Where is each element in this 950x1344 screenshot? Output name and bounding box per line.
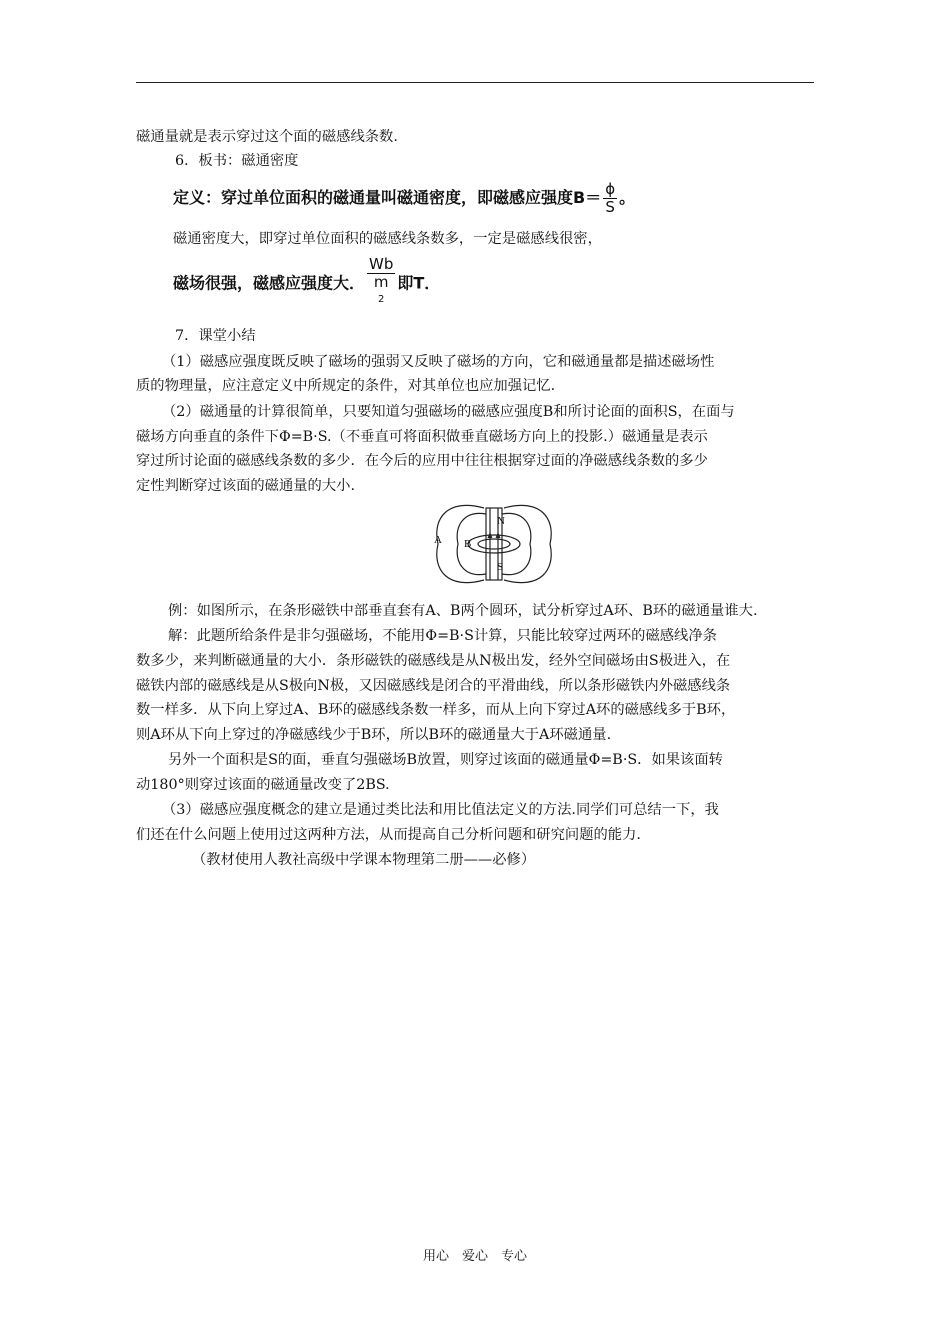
definition-line bbox=[173, 181, 635, 216]
magnet-rings-figure bbox=[428, 498, 560, 590]
section-heading: 6．板书：磁通密度 bbox=[175, 153, 299, 169]
fraction-numerator: ϕ bbox=[605, 180, 616, 198]
fraction-denominator: S bbox=[605, 198, 615, 216]
label-b: B bbox=[464, 538, 472, 550]
field-line bbox=[502, 513, 531, 574]
unit-text: 磁场很强，磁感应强度大． bbox=[173, 273, 366, 293]
label-a: A bbox=[434, 534, 442, 546]
field-line bbox=[457, 513, 486, 574]
text-line: 质的物理量，应注意定义中所规定的条件，对其单位也应加强记忆. bbox=[136, 378, 556, 394]
ring-b bbox=[478, 539, 510, 549]
field-line bbox=[437, 505, 484, 582]
text-line: 解：此题所给条件是非匀强磁场，不能用Φ=B·S计算，只能比较穿过两环的磁感线净条 bbox=[168, 628, 717, 644]
label-s: S bbox=[497, 561, 504, 573]
flux-fraction bbox=[603, 181, 617, 216]
page-footer: 用心 爱心 专心 bbox=[422, 1249, 527, 1264]
text-line: （2）磁通量的计算很简单，只要知道匀强磁场的磁感应强度B和所讨论面的面积S，在面与 bbox=[162, 404, 735, 420]
source-note: （教材使用人教社高级中学课本物理第二册——必修） bbox=[192, 852, 536, 868]
text-line: 们还在什么问题上使用过这两种方法，从而提高自己分析问题和研究问题的能力. bbox=[136, 827, 641, 843]
header-rule bbox=[136, 82, 814, 83]
text-line: 另外一个面积是S的面，垂直匀强磁场B放置，则穿过该面的磁通量Φ=B·S．如果该面转 bbox=[168, 752, 723, 768]
unit-end: 即T． bbox=[397, 273, 441, 293]
text-line: 则A环从下向上穿过的净磁感线少于B环，所以B环的磁通量大于A环磁通量. bbox=[136, 727, 612, 743]
text-line: 例：如图所示，在条形磁铁中部垂直套有A、B两个圆环，试分析穿过A环、B环的磁通量谁大. bbox=[168, 603, 758, 619]
section-heading: 7．课堂小结 bbox=[175, 328, 256, 344]
text-line: 磁通量就是表示穿过这个面的磁感线条数. bbox=[136, 129, 398, 145]
text-line: 磁场方向垂直的条件下Φ=B·S.（不垂直可将面积做垂直磁场方向上的投影.）磁通量是表示 bbox=[136, 429, 708, 445]
text-line: 数多少，来判断磁通量的大小．条形磁铁的磁感线是从N极出发，经外空间磁场由S极进入，在 bbox=[136, 653, 731, 669]
text-line: 磁铁内部的磁感线是从S极向N极，又因磁感线是闭合的平滑曲线，所以条形磁铁内外磁感线条 bbox=[136, 678, 731, 694]
unit-line bbox=[173, 256, 440, 312]
definition-text: 定义：穿过单位面积的磁通量叫磁通密度，即磁感应强度B＝ bbox=[173, 188, 602, 207]
fraction-numerator: Wb bbox=[369, 255, 394, 273]
fraction-denominator: m $^2$ bbox=[373, 273, 389, 305]
text-line: （3）磁感应强度概念的建立是通过类比法和用比值法定义的方法.同学们可总结一下，我 bbox=[162, 802, 719, 818]
definition-end: 。 bbox=[619, 188, 636, 207]
text-line: 动180°则穿过该面的磁通量改变了2BS. bbox=[136, 777, 390, 793]
unit-fraction bbox=[367, 256, 395, 312]
text-line: （1）磁感应强度既反映了磁场的强弱又反映了磁场的方向，它和磁通量都是描述磁场性 bbox=[162, 354, 715, 370]
text-line: 数一样多．从下向上穿过A、B环的磁感线条数一样多，而从上向下穿过A环的磁感线多于B环， bbox=[136, 702, 736, 718]
label-n: N bbox=[497, 515, 505, 527]
field-line bbox=[504, 505, 551, 582]
text-line: 磁通密度大，即穿过单位面积的磁感线条数多，一定是磁感线很密， bbox=[173, 231, 602, 247]
text-line: 定性判断穿过该面的磁通量的大小. bbox=[136, 478, 355, 494]
text-line: 穿过所讨论面的磁感线条数的多少．在今后的应用中往往根据穿过面的净磁感线条数的多少 bbox=[136, 453, 708, 469]
ring-a bbox=[468, 535, 520, 553]
